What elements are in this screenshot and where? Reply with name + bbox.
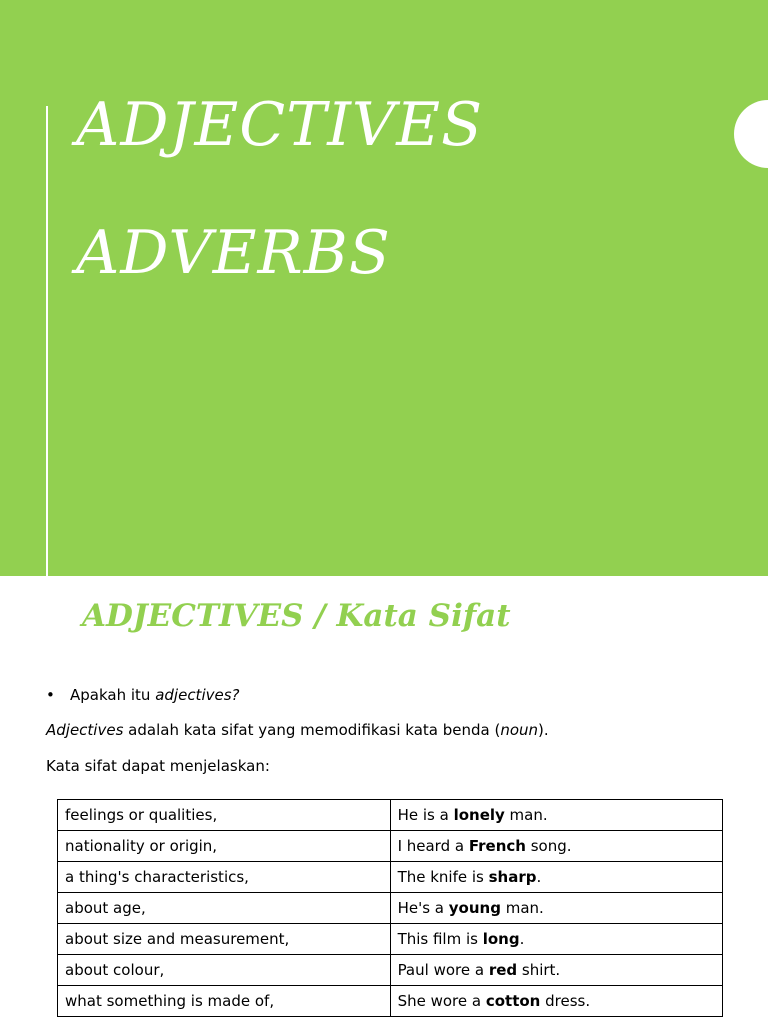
example-cell [390,924,722,955]
definition-noun: noun [500,721,539,739]
section-title: ADJECTIVES / Kata Sifat [82,598,511,634]
example-pre: The knife is [397,868,489,886]
example-keyword: red [488,961,518,979]
definition-paragraph [46,721,549,739]
bullet-question [46,686,240,704]
table-row [58,893,723,924]
bullet-symbol: • [46,686,55,704]
category-cell: what something is made of, [58,986,391,1017]
table-row [58,924,723,955]
example-post: . [519,930,525,948]
definition-end: ). [538,721,549,739]
example-post: man. [500,899,544,917]
accent-vertical-line [46,106,48,576]
example-post: song. [525,837,572,855]
category-cell: nationality or origin, [58,831,391,862]
bullet-italic-term: adjectives? [155,686,240,704]
example-post: shirt. [517,961,561,979]
definition-text: adalah kata sifat yang memodifikasi kata benda ( [123,721,501,739]
example-cell [390,831,722,862]
slide-title-line-1: ADJECTIVES [76,90,484,160]
table-row [58,800,723,831]
example-cell [390,862,722,893]
example-pre: Paul wore a [397,961,489,979]
table-row [58,862,723,893]
slide-title-line-2: ADVERBS [76,218,391,288]
definition-term: Adjectives [46,721,124,739]
example-keyword: long [482,930,520,948]
example-cell [390,893,722,924]
example-cell [390,800,722,831]
category-cell: about size and measurement, [58,924,391,955]
table-row [58,955,723,986]
category-cell: a thing's characteristics, [58,862,391,893]
example-pre: He's a [397,899,449,917]
example-pre: She wore a [397,992,486,1010]
example-keyword: cotton [485,992,541,1010]
example-post: . [536,868,542,886]
category-cell: about age, [58,893,391,924]
example-post: man. [504,806,548,824]
adjectives-table [57,799,723,1017]
example-cell [390,955,722,986]
example-pre: He is a [397,806,454,824]
bullet-text: Apakah itu [70,686,156,704]
example-keyword: young [448,899,501,917]
example-cell [390,986,722,1017]
lead-in-paragraph: Kata sifat dapat menjelaskan: [46,757,270,775]
example-keyword: lonely [453,806,505,824]
category-cell: about colour, [58,955,391,986]
example-pre: This film is [397,930,483,948]
example-pre: I heard a [397,837,469,855]
table-row [58,986,723,1017]
table-row [58,831,723,862]
example-post: dress. [540,992,591,1010]
accent-circle [734,100,768,168]
example-keyword: French [468,837,526,855]
category-cell: feelings or qualities, [58,800,391,831]
example-keyword: sharp [488,868,537,886]
